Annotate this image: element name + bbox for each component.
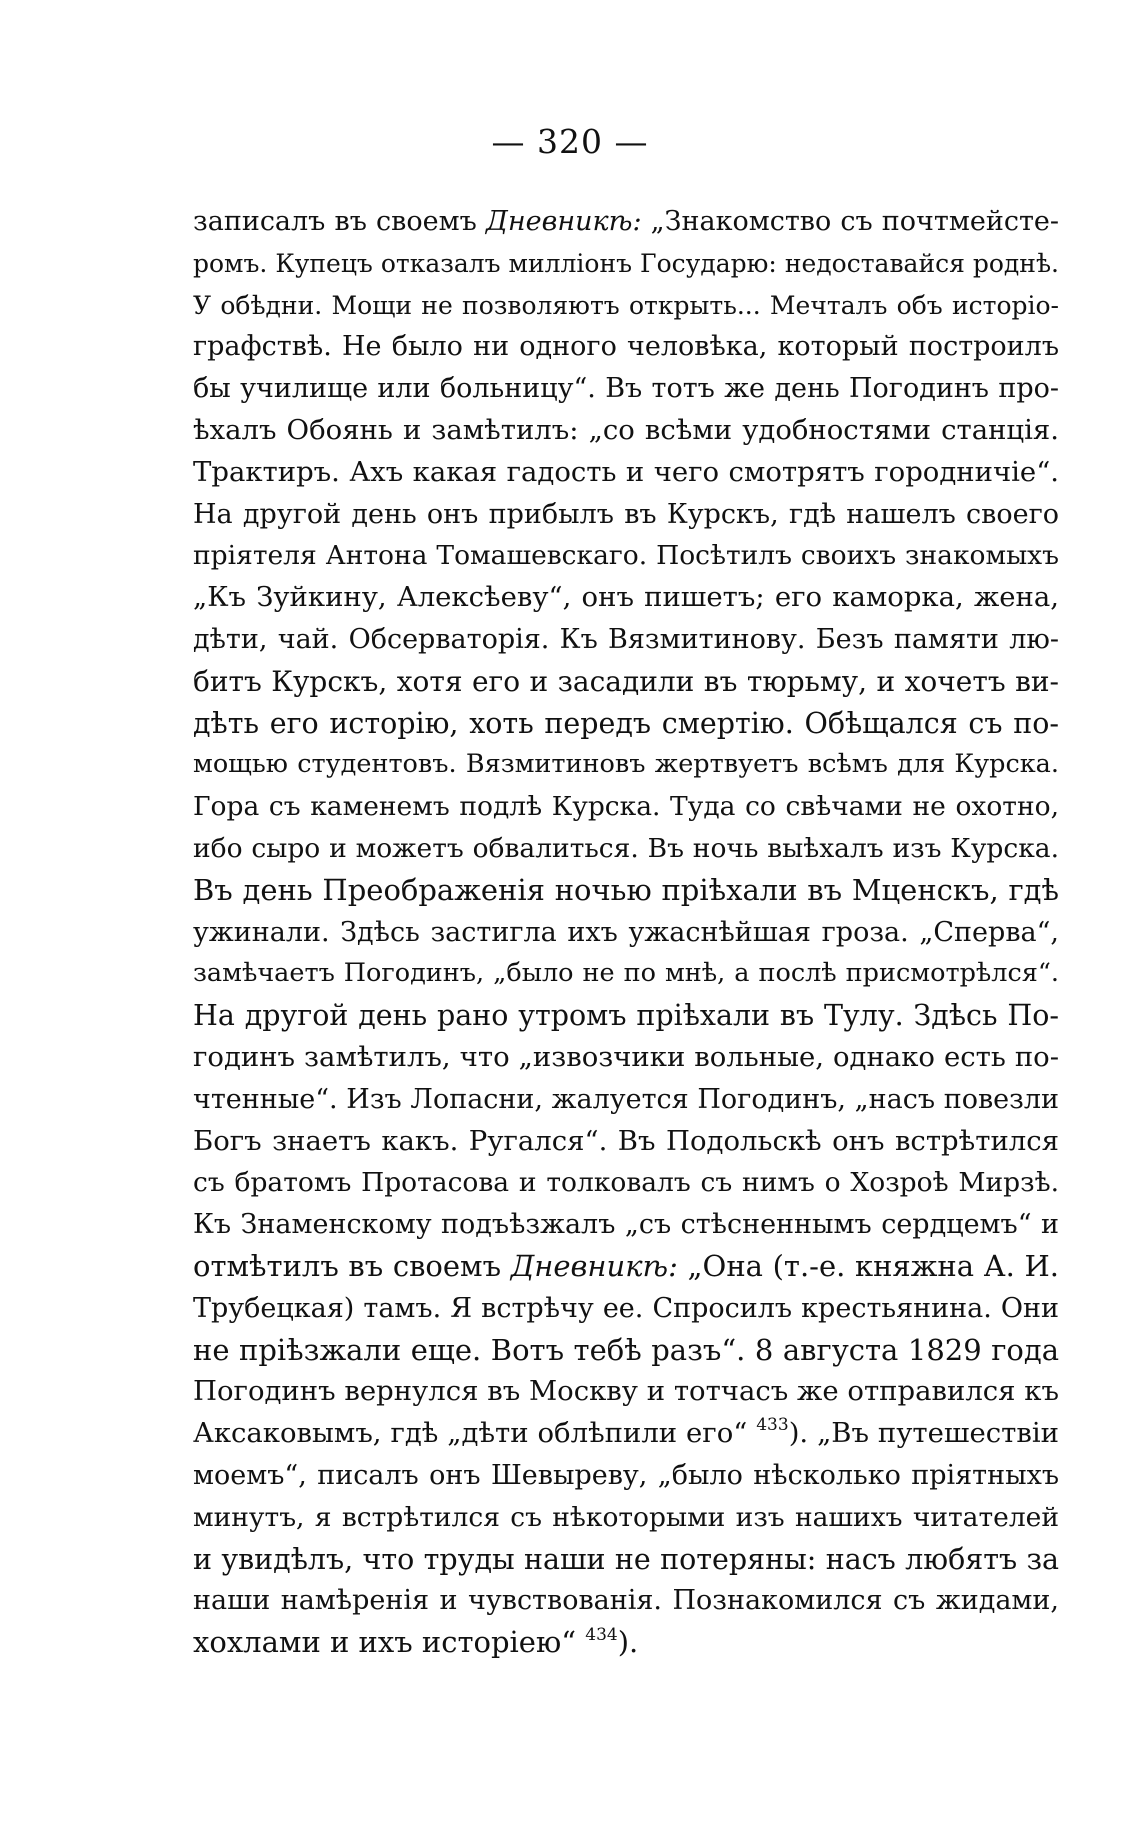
text-segment: отмѣтилъ въ своемъ (193, 1248, 511, 1283)
text-segment: мощью студентовъ. Вязмитиновъ жертвуетъ всѣмъ для Курска. (193, 749, 1059, 780)
text-segment: ѣхалъ Обоянь и замѣтилъ: „со всѣми удобностями станція. (193, 413, 1059, 446)
body-text (193, 201, 1059, 1664)
text-segment: На другой день рано утромъ пріѣхали въ Тулу. Здѣсь По- (193, 999, 1059, 1033)
text-line (193, 661, 1059, 703)
text-segment: Трубецкая) тамъ. Я встрѣчу ее. Спросилъ крестьянина. Они (193, 1292, 1059, 1324)
text-line (193, 1497, 1059, 1539)
text-line (193, 1162, 1059, 1204)
text-segment: „Знакомство съ почтмейсте- (641, 206, 1059, 237)
text-line (193, 1539, 1059, 1581)
text-line (193, 619, 1059, 661)
italic-text: Дневникѣ: (485, 206, 642, 237)
footnote-ref: 433 (756, 1415, 789, 1436)
text-line (193, 1413, 1059, 1455)
text-segment: записалъ въ своемъ (193, 206, 486, 237)
text-line (193, 494, 1059, 536)
text-segment: наши намѣренія и чувствованія. Познакомился съ жидами, (193, 1585, 1059, 1617)
text-segment: Къ Знаменскому подъѣзжалъ „съ стѣсненнымъ сердцемъ“ и (193, 1209, 1059, 1241)
text-segment: минутъ, я встрѣтился съ нѣкоторыми изъ нашихъ читателей (193, 1501, 1059, 1533)
text-segment: Богъ знаетъ какъ. Ругался“. Въ Подольскѣ онъ встрѣтился (193, 1124, 1059, 1157)
text-segment: бы училище или больницу“. Въ тотъ же день Погодинъ про- (193, 373, 1059, 405)
text-line (193, 870, 1059, 912)
text-line (193, 1330, 1059, 1372)
text-line (193, 1371, 1059, 1413)
text-segment: Аксаковымъ, гдѣ „дѣти облѣпили его“ (193, 1417, 757, 1450)
text-line (193, 535, 1059, 577)
text-line (193, 828, 1059, 870)
text-segment: замѣчаетъ Погодинъ, „было не по мнѣ, а послѣ присмотрѣлся“. (193, 958, 1059, 989)
text-line (193, 243, 1059, 285)
text-line (193, 577, 1059, 619)
text-segment: ромъ. Купецъ отказалъ милліонъ Государю: недоставайся роднѣ. (193, 248, 1059, 278)
text-segment: и увидѣлъ, что труды наши не потеряны: насъ любятъ за (193, 1542, 1059, 1576)
text-segment: Въ день Преображенія ночью пріѣхали въ Мценскъ, гдѣ (193, 872, 1059, 907)
text-segment: хохлами и ихъ исторіею“ (193, 1625, 586, 1660)
text-segment: дѣть его исторію, хоть передъ смертію. Обѣщался съ по- (193, 706, 1059, 740)
text-segment: графствѣ. Не было ни одного человѣка, который построилъ (193, 331, 1059, 363)
text-line (193, 1037, 1059, 1079)
text-segment: „Къ Зуйкину, Алексѣеву“, онъ пишетъ; его каморка, жена, (193, 581, 1059, 614)
footnote-ref: 434 (585, 1625, 618, 1646)
text-line (193, 786, 1059, 828)
text-line (193, 452, 1059, 494)
text-segment: ибо сыро и можетъ обвалиться. Въ ночь выѣхалъ изъ Курска. (193, 832, 1059, 864)
text-line (193, 703, 1059, 745)
text-segment: Трактиръ. Ахъ какая гадость и чего смотрятъ городничіе“. (193, 455, 1059, 488)
text-line (193, 326, 1059, 368)
text-segment: „Она (т.-е. княжна А. И. (677, 1248, 1059, 1283)
text-segment: ужинали. Здѣсь застигла ихъ ужаснѣйшая гроза. „Сперва“, (193, 916, 1059, 948)
italic-text: Дневникѣ: (510, 1248, 678, 1283)
text-segment: не пріѣзжали еще. Вотъ тебѣ разъ“. 8 августа 1829 года (193, 1332, 1059, 1367)
text-segment: битъ Курскъ, хотя его и засадили въ тюрьму, и хочетъ ви- (193, 664, 1059, 698)
text-segment: съ братомъ Протасова и толковалъ съ нимъ о Хозроѣ Мирзѣ. (193, 1167, 1059, 1199)
text-segment: дѣти, чай. Обсерваторія. Къ Вязмитинову. Безъ памяти лю- (193, 623, 1059, 655)
text-line (193, 368, 1059, 410)
text-segment: Погодинъ вернулся въ Москву и тотчасъ же отправился къ (193, 1375, 1059, 1408)
text-line (193, 995, 1059, 1037)
text-segment: пріятеля Антона Томашевскаго. Посѣтилъ своихъ знакомыхъ (193, 540, 1059, 572)
page-number: — 320 — (491, 122, 649, 161)
text-line (193, 953, 1059, 995)
text-line (193, 912, 1059, 954)
text-segment: годинъ замѣтилъ, что „извозчики вольные, однако есть по- (193, 1040, 1059, 1073)
text-line (193, 1246, 1059, 1288)
text-line (193, 1121, 1059, 1163)
text-line (193, 1079, 1059, 1121)
text-line (193, 1204, 1059, 1246)
text-line (193, 410, 1059, 452)
text-line (193, 285, 1059, 327)
text-segment: Гора съ каменемъ подлѣ Курска. Туда со свѣчами не охотно, (193, 791, 1059, 823)
text-segment: ). (617, 1625, 639, 1660)
text-segment: ). „Въ путешествіи (788, 1417, 1059, 1450)
text-segment: моемъ“, писалъ онъ Шевыреву, „было нѣсколько пріятныхъ (193, 1459, 1059, 1491)
text-line (193, 201, 1059, 243)
text-line (193, 1622, 1059, 1664)
text-segment: На другой день онъ прибылъ въ Курскъ, гдѣ нашелъ своего (193, 498, 1059, 530)
text-segment: У обѣдни. Мощи не позволяютъ открыть... Мечталъ объ исторіо- (193, 290, 1059, 320)
text-line (193, 1455, 1059, 1497)
text-segment: чтенные“. Изъ Лопасни, жалуется Погодинъ, „насъ повезли (193, 1083, 1059, 1115)
text-line (193, 1288, 1059, 1330)
text-line (193, 1580, 1059, 1622)
text-line (193, 744, 1059, 786)
